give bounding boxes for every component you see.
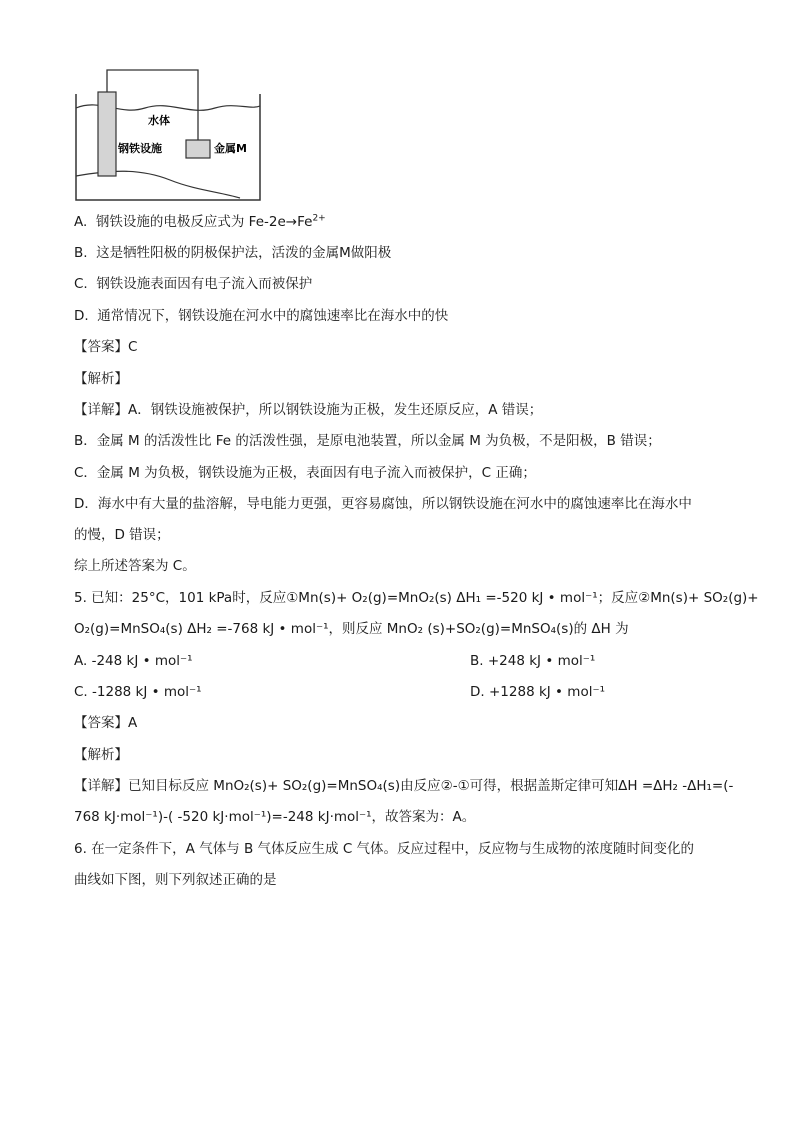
q5-answer: 【答案】A	[74, 715, 138, 731]
q4-summary: 综上所述答案为 C。	[74, 558, 196, 574]
corrosion-diagram	[70, 64, 270, 204]
q5-option-a: A. -248 kJ • mol⁻¹	[74, 653, 193, 669]
q5-analysis-heading: 【解析】	[74, 747, 128, 763]
q5-detail-line2: 768 kJ·mol⁻¹)-( -520 kJ·mol⁻¹)=-248 kJ·mol⁻¹，故答案为：A。	[74, 809, 476, 825]
q4-option-d: D. 通常情况下，钢铁设施在河水中的腐蚀速率比在海水中的快	[74, 308, 449, 324]
connecting-wire	[107, 70, 198, 140]
steel-facility	[98, 92, 116, 176]
q4-detail-a: 【详解】A．钢铁设施被保护，所以钢铁设施为正极，发生还原反应，A 错误；	[74, 402, 543, 418]
q5-option-c: C. -1288 kJ • mol⁻¹	[74, 684, 202, 700]
steel-label: 钢铁设施	[118, 142, 162, 155]
q4-detail-c: C．金属 M 为负极，钢铁设施为正极，表面因有电子流入而被保护，C 正确；	[74, 465, 536, 481]
q5-stem-line1: 5. 已知：25°C，101 kPa时，反应①Mn(s)+ O₂(g)=MnO₂(s) ΔH₁ =-520 kJ • mol⁻¹；反应②Mn(s)+ SO₂(g)+	[74, 590, 759, 606]
q4-option-a: A. 钢铁设施的电极反应式为 $Fe-2e\to Fe^{2+}$	[74, 213, 326, 230]
q5-stem-line2: O₂(g)=MnSO₄(s) ΔH₂ =-768 kJ • mol⁻¹，则反应 MnO₂ (s)+SO₂(g)=MnSO₄(s)的 ΔH 为	[74, 621, 629, 637]
q4-detail-d: D．海水中有大量的盐溶解，导电能力更强，更容易腐蚀，所以钢铁设施在河水中的腐蚀速率比在海水中	[74, 496, 692, 512]
q5-options-row2	[74, 682, 605, 702]
q5-option-d: D. +1288 kJ • mol⁻¹	[470, 684, 605, 700]
metal-m-block	[186, 140, 210, 158]
q4-analysis-heading: 【解析】	[74, 371, 128, 387]
q4-answer: 【答案】C	[74, 339, 138, 355]
q5-option-b: B. +248 kJ • mol⁻¹	[470, 653, 596, 669]
q4-detail-d-cont: 的慢，D 错误；	[74, 527, 170, 543]
q4-detail-b: B．金属 M 的活泼性比 Fe 的活泼性强，是原电池装置，所以金属 M 为负极，不是阳极，B 错误；	[74, 433, 661, 449]
q5-options-row1	[74, 651, 596, 671]
q6-stem-line2: 曲线如下图，则下列叙述正确的是	[74, 872, 277, 888]
metal-m-label: 金属M	[214, 142, 247, 155]
water-label: 水体	[148, 114, 170, 127]
q6-stem-line1: 6. 在一定条件下，A 气体与 B 气体反应生成 C 气体。反应过程中，反应物与生成物的浓度随时间变化的	[74, 841, 695, 857]
q4-option-c: C. 钢铁设施表面因有电子流入而被保护	[74, 276, 313, 292]
q4-option-b: B. 这是牺牲阳极的阴极保护法，活泼的金属M做阳极	[74, 245, 392, 261]
q5-detail-line1: 【详解】已知目标反应 MnO₂(s)+ SO₂(g)=MnSO₄(s)由反应②-①可得，根据盖斯定律可知ΔH =ΔH₂ -ΔH₁=(-	[74, 778, 734, 794]
